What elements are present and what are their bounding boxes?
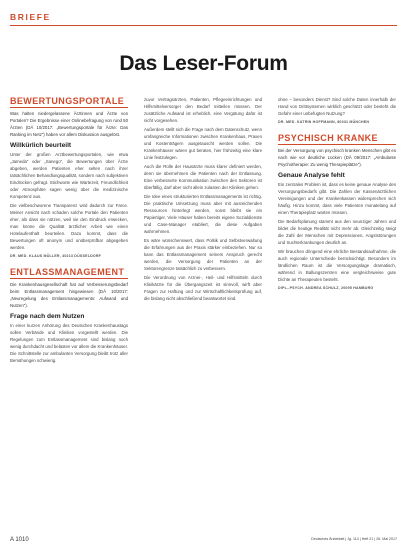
section-intro: Was halten niedergelassene Ärztinnen und Ärzte von Portalen? Die Ergebnisse einer Onlinebefragung von rund 50 Ärzten (DÄ 10/2017: „Bewertungsportale für Ärzte: Das Ranking im Netz“) haben vor allem Diskussion ausgelöst. — [10, 111, 128, 137]
section-intro: Die Krankenhausgesellschaft hat auf Verbesserungsbedarf beim Entlassmanagement hingewiesen (DÄ 10/2017: „Neuregelung des Entlassmanagements: Aufwand und Nutzen“). — [10, 282, 128, 308]
section-heading-entlassmanagement: ENTLASSMANAGEMENT — [10, 267, 128, 279]
letter-paragraph: Die Bedarfsplanung stammt aus den neunziger Jahren und bildet die heutige Realität nicht mehr ab. Gleichzeitig steigt die Zahl der Menschen mit Depressionen, Angststörungen und Suchterkrankungen deutlich an. — [278, 219, 396, 245]
page-title: Das Leser-Forum — [119, 52, 288, 75]
journal-info: Deutsches Ärzteblatt | Jg. 114 | Heft 21 | 26. Mai 2017 — [311, 537, 397, 541]
letter-paragraph: ohne – besonders Dienst? Sind solche Daten innerhalb der Hand von Drittsystemen wirklich geschützt oder besteht die Gefahr einer unbefugten Nutzung? — [278, 97, 396, 116]
letter-paragraph: Auch die Rolle der Hausärzte muss klarer definiert werden, denn sie übernehmen die Patienten nach der Entlassung. Eine verbesserte Kommunikation zwischen den Sektoren ist überfällig, darf aber nicht allein zulasten der Kliniken gehen. — [144, 164, 262, 190]
letter-heading: Willkürlich beurteilt — [10, 142, 72, 149]
letter-paragraph: Ein zentrales Problem ist, dass es keine genaue Analyse des Versorgungsbedarfs gibt. Die Zahlen der Kassenärztlichen Vereinigungen und der Krankenkassen widersprechen sich häufig. Hinzu kommt, dass viele Patienten monatelang auf einen Therapieplatz warten müssen. — [278, 182, 396, 215]
column-2 — [144, 96, 262, 304]
header-rule — [10, 25, 397, 26]
page-number: A 1010 — [10, 537, 29, 543]
letter-signature: DR. MED. KLAUS MÜLLER, 40213 DÜSSELDORF — [10, 254, 102, 258]
letter-signature: DIPL.-PSYCH. ANDREA SCHULZ, 20095 HAMBURG — [278, 286, 374, 290]
letter-paragraph: Die Idee eines strukturierten Entlassmanagements ist richtig. Die praktische Umsetzung muss aber mit ausreichenden Ressourcen hinterlegt werden, sonst bleibt sie ein Papiertiger. Viele Häuser haben bereits eigene Sozialdienste und Case-Manager etabliert, die diese Aufgaben wahrnehmen. — [144, 194, 262, 234]
letter-signature: DR. MED. KATRIN HOFFMANN, 80331 MÜNCHEN — [278, 120, 370, 124]
column-1 — [10, 96, 128, 366]
section-heading-psychisch-kranke: PSYCHISCH KRANKE — [278, 133, 396, 145]
letter-heading: Frage nach dem Nutzen — [10, 313, 85, 320]
letter-paragraph: Wir brauchen dringend eine ehrliche Bestandsaufnahme, die auch regionale Unterschiede berücksichtigt. Besonders im ländlichen Raum ist die Versorgungslage dramatisch, während in Ballungszentren eine vergleichsweise gute Dichte an Therapeuten besteht. — [278, 249, 396, 282]
letter-paragraph: Die vielbeschworene Transparenz wird dadurch zur Farce. Meiner Ansicht nach schaden solche Portale den Patienten eher, als dass sie nützen, weil sie den Eindruck erwecken, man könne die Qualität ärztlicher Arbeit wie einen Hotelaufenthalt beurteilen. Dazu kommt, dass die Bewertungen oft anonym und unüberprüfbar abgegeben werden. — [10, 203, 128, 250]
letter-paragraph: zuvor Vertragsärzten, Patienten, Pflegeeinrichtungen und Hilfsmittelversorger den Bedarf mitteilen müssen. Der zusätzliche Aufwand ist erheblich, eine Vergütung dafür ist nicht vorgesehen. — [144, 97, 262, 123]
section-heading-bewertungsportale: BEWERTUNGSPORTALE — [10, 96, 128, 108]
section-intro: Bei der Versorgung von psychisch kranken Menschen gibt es nach wie vor deutliche Lücken (DÄ 09/2017: „Ambulante Psychotherapie: Zu wenig Therapieplätze“). — [278, 148, 396, 167]
column-3 — [278, 96, 396, 299]
letter-heading: Genaue Analyse fehlt — [278, 172, 345, 179]
letter-paragraph: Es wäre wünschenswert, dass Politik und Selbstverwaltung die Erfahrungen aus der Praxis stärker einbeziehen. Nur so kann das Entlassmanagement seinem Anspruch gerecht werden, die Versorgung der Patienten an der Sektorengrenze tatsächlich zu verbessern. — [144, 238, 262, 271]
letter-paragraph: In einer kurzen Anhörung des Deutschen Krankenhaustags sollen Verbände und Kliniken vorgestellt werden. Die Regelungen zum Entlassmanagement sind bislang noch wenig durchdacht und belasten vor allem die Krankenhäuser. Die Schnittstelle zur ambulanten Versorgung bleibt trotz aller Bemühungen schwierig. — [10, 323, 128, 363]
letter-paragraph: Die Verordnung von Arznei-, Heil- und Hilfsmitteln durch Klinikärzte für die Übergangszeit ist sinnvoll, wirft aber Fragen zur Haftung und zur Wirtschaftlichkeitsprüfung auf, die bislang nicht abschließend beantwortet sind. — [144, 275, 262, 301]
letter-paragraph: Unter der großen Arztbewertungsportalen, wie etwa „Jameda“ oder „Sanego“, die Bewertungen über Ärzte abgeben, werden Patienten eher selten nach ihrer tatsächlichen Behandlungsqualität, sondern nach subjektiven Eindrücken gefragt. Stichworte wie Wartezeit, Freundlichkeit oder Atmosphäre sagen wenig über die medizinische Kompetenz aus. — [10, 152, 128, 199]
section-label: BRIEFE — [10, 12, 51, 22]
letter-paragraph: Außerdem stellt sich die Frage nach dem Datenschutz, wenn umfangreiche Informationen zwischen Krankenhaus, Praxen und Kostenträgern ausgetauscht werden sollen. Die Krankenhäuser wären gut beraten, hier frühzeitig eine klare Linie festzulegen. — [144, 127, 262, 160]
